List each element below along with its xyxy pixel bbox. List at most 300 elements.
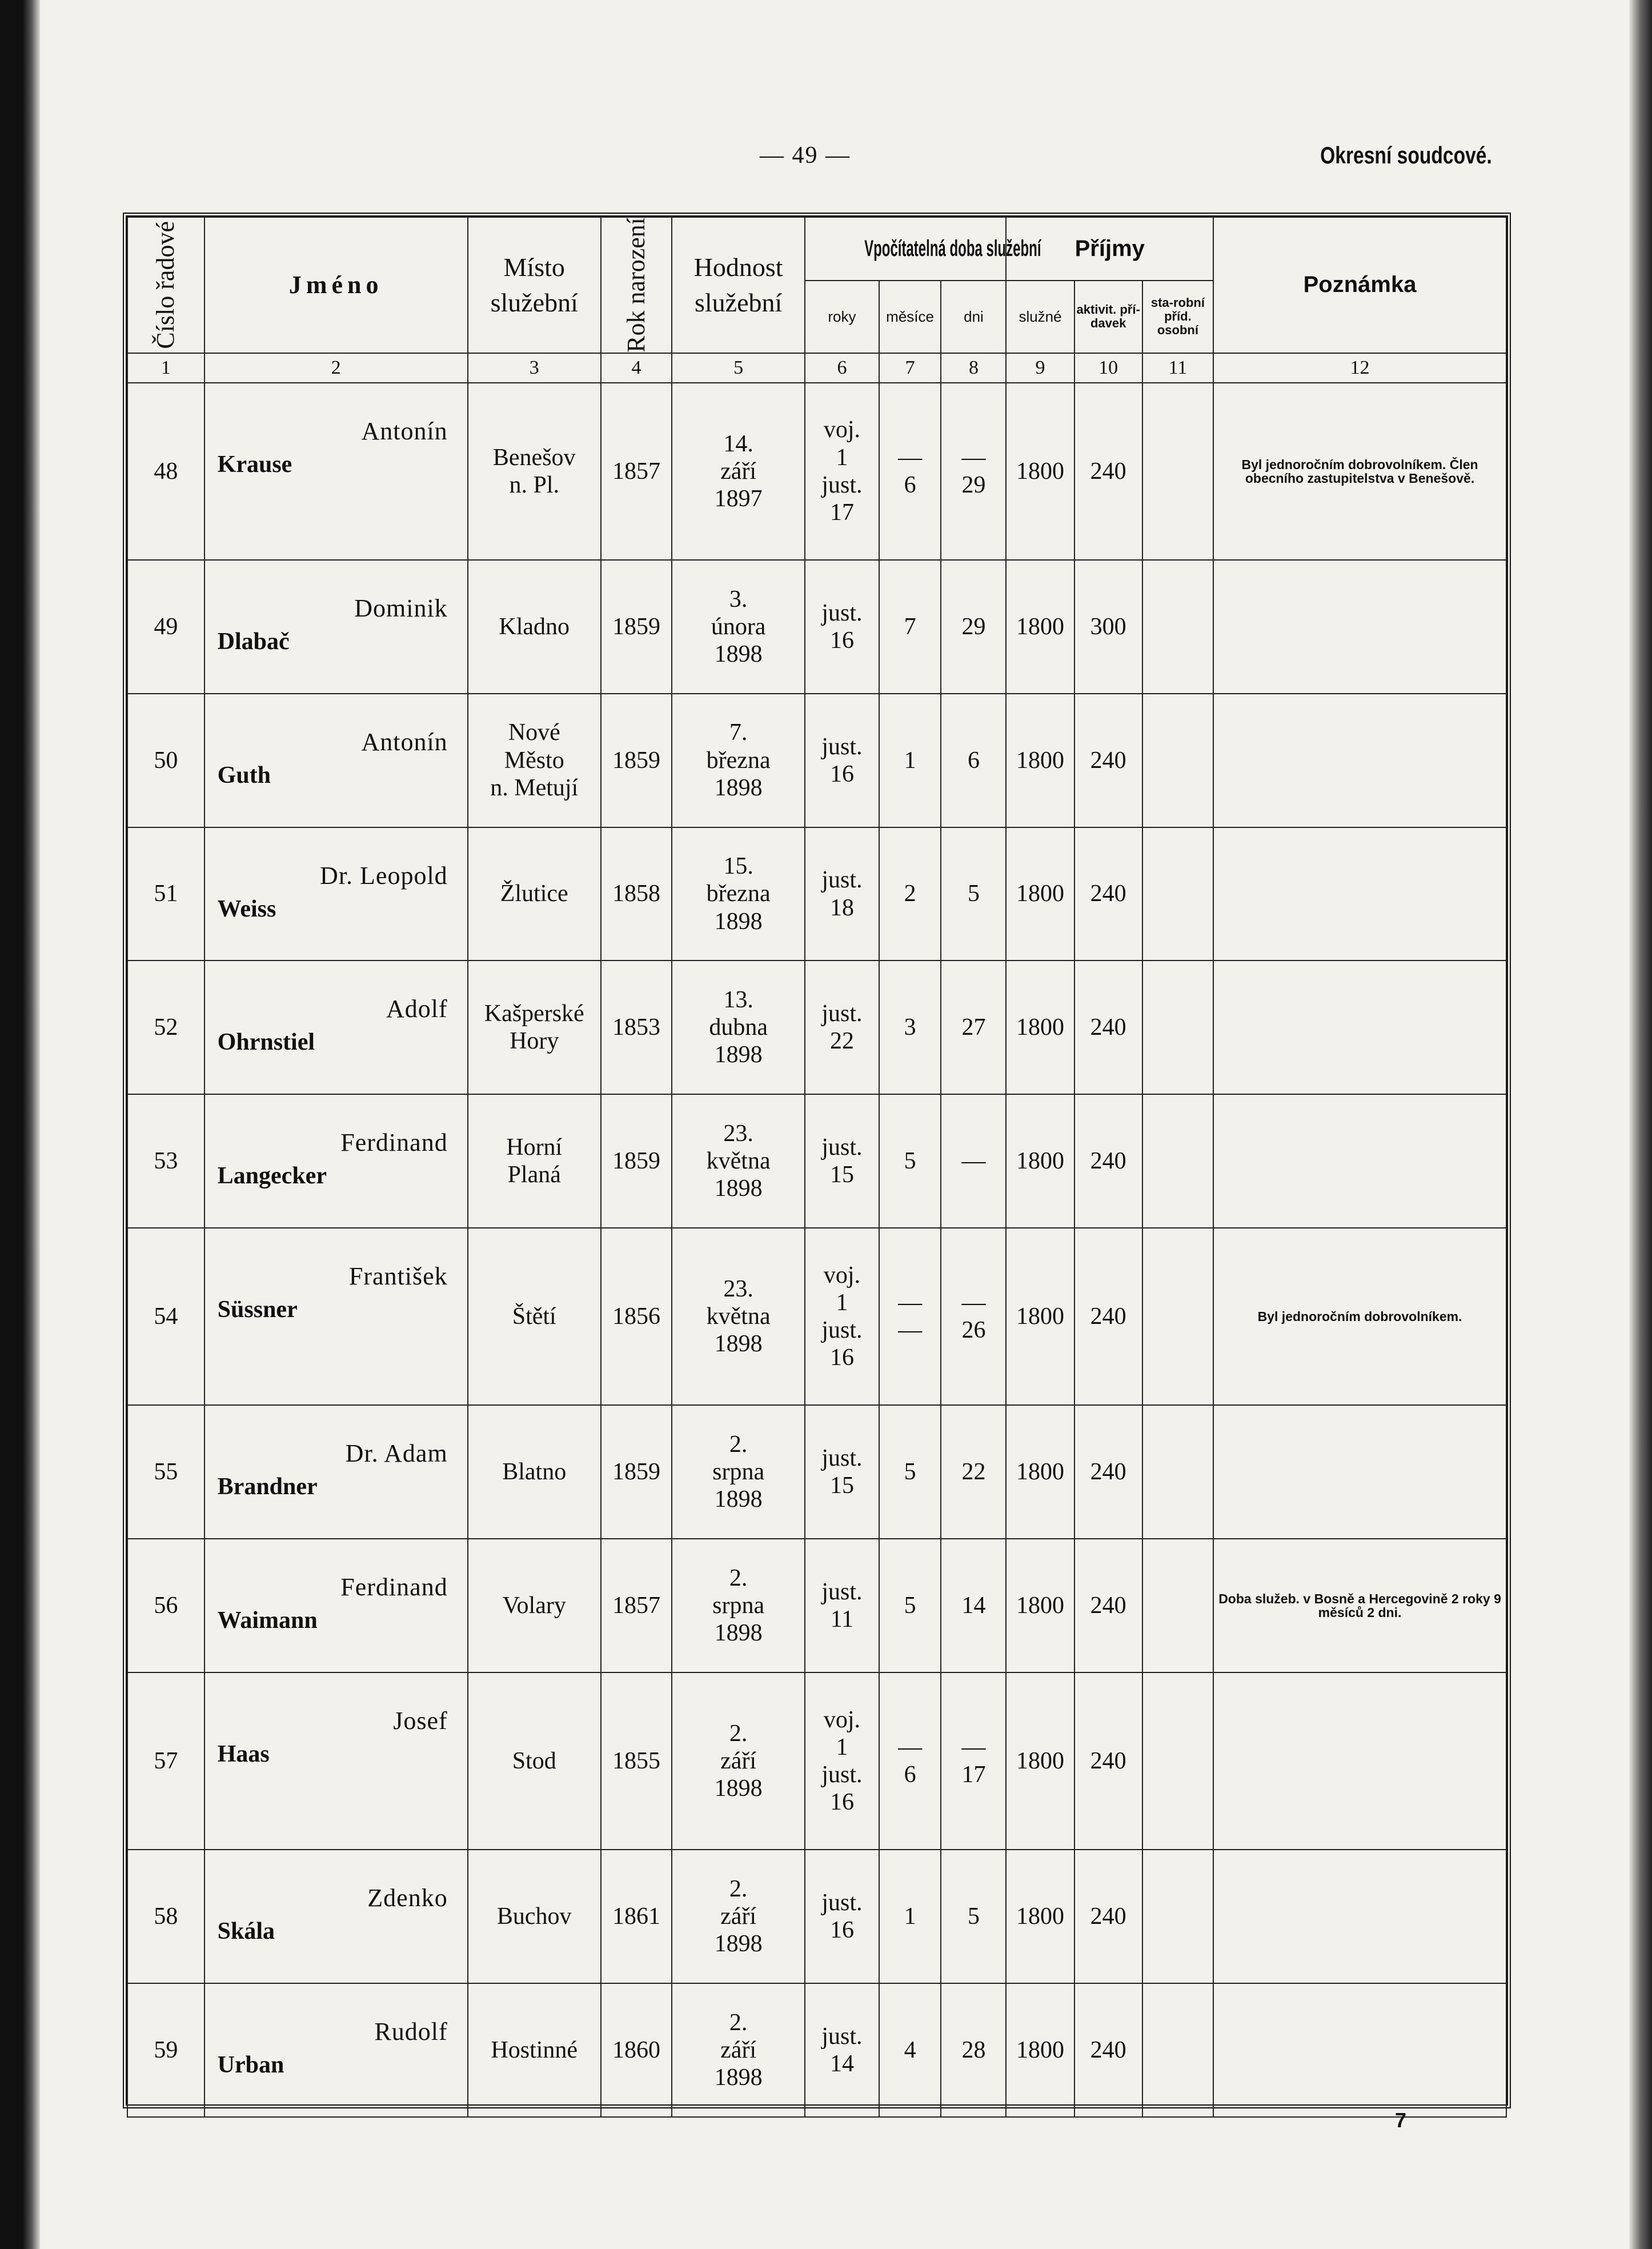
service-place bbox=[468, 1228, 601, 1406]
service-days bbox=[941, 1539, 1006, 1672]
scan-edge-right bbox=[1629, 0, 1652, 2249]
service-months bbox=[879, 1850, 941, 1983]
seniority-allowance bbox=[1142, 1539, 1213, 1672]
birth-year: 1860 bbox=[601, 1983, 672, 2117]
service-place bbox=[468, 383, 601, 561]
service-days bbox=[941, 1850, 1006, 1983]
birth-year: 1857 bbox=[601, 1539, 672, 1672]
service-years-line: 16 bbox=[829, 1789, 854, 1816]
rank-date-line: května bbox=[706, 1303, 771, 1330]
column-number: 12 bbox=[1213, 353, 1506, 383]
service-days-line: 14 bbox=[961, 1592, 986, 1619]
person-name bbox=[205, 1228, 468, 1406]
service-years bbox=[805, 560, 879, 694]
surname: Süssner bbox=[217, 1296, 298, 1323]
service-days bbox=[941, 961, 1006, 1094]
service-months bbox=[879, 1405, 941, 1539]
header-rok: Rok narození bbox=[601, 217, 672, 353]
service-years-line: just. bbox=[821, 1134, 863, 1160]
person-name bbox=[205, 1672, 468, 1850]
row-number: 48 bbox=[127, 383, 205, 561]
header-jmeno: Jméno bbox=[205, 217, 468, 353]
rank-date-line: května bbox=[706, 1147, 771, 1174]
seniority-allowance bbox=[1142, 383, 1213, 561]
person-name bbox=[205, 1405, 468, 1539]
person-name bbox=[205, 1850, 468, 1983]
column-number: 5 bbox=[672, 353, 805, 383]
service-days-line: 28 bbox=[961, 2036, 986, 2063]
service-days bbox=[941, 1405, 1006, 1539]
table-row bbox=[127, 383, 1506, 561]
service-months-line: 2 bbox=[904, 881, 916, 907]
rank-date-line: 1898 bbox=[714, 775, 763, 802]
surname: Dlabač bbox=[217, 629, 290, 655]
service-days bbox=[941, 827, 1006, 961]
row-number: 59 bbox=[127, 1983, 205, 2117]
activity-allowance: 240 bbox=[1074, 383, 1142, 561]
column-number: 11 bbox=[1142, 353, 1213, 383]
remark: Doba služeb. v Bosně a Hercegovině 2 roky 9 měsíců 2 dni. bbox=[1213, 1539, 1506, 1672]
service-years-line: 16 bbox=[829, 627, 854, 654]
service-years bbox=[805, 1094, 879, 1228]
rank-date-line: 23. bbox=[723, 1120, 753, 1147]
service-months-line: — bbox=[898, 1289, 923, 1316]
birth-year: 1858 bbox=[601, 827, 672, 961]
service-months-line: 4 bbox=[904, 2036, 916, 2063]
service-days bbox=[941, 1228, 1006, 1406]
service-place-line: Nové bbox=[508, 719, 560, 746]
service-place-line: Hory bbox=[510, 1028, 559, 1055]
service-years-line: 17 bbox=[829, 499, 854, 526]
service-days-line: 6 bbox=[967, 747, 980, 774]
row-number: 50 bbox=[127, 694, 205, 827]
service-years-line: just. bbox=[821, 1001, 863, 1027]
surname: Urban bbox=[217, 2052, 284, 2079]
activity-allowance: 240 bbox=[1074, 1539, 1142, 1672]
service-months-line: 7 bbox=[904, 614, 916, 641]
rank-date-line: 2. bbox=[729, 1720, 748, 1747]
given-name: Dominik bbox=[354, 594, 448, 623]
remark bbox=[1213, 827, 1506, 961]
table-row bbox=[127, 694, 1506, 827]
given-name: Antonín bbox=[361, 417, 448, 445]
table-row bbox=[127, 1405, 1506, 1539]
rank-date-line: 13. bbox=[723, 986, 753, 1013]
service-years-line: just. bbox=[821, 867, 863, 894]
service-place-line: Kladno bbox=[499, 614, 570, 641]
service-place-line: n. Pl. bbox=[509, 472, 559, 499]
service-months bbox=[879, 383, 941, 561]
rank-date-line: 1898 bbox=[714, 1775, 763, 1802]
service-years bbox=[805, 1983, 879, 2117]
service-years-line: 1 bbox=[836, 444, 848, 471]
remark: Byl jednoročním dobrovolníkem. Člen obecního zastupitelstva v Benešově. bbox=[1213, 383, 1506, 561]
rank-date bbox=[672, 1539, 805, 1672]
service-days-line: — bbox=[961, 1147, 986, 1174]
given-name: Adolf bbox=[386, 995, 448, 1023]
service-place-line: Žlutice bbox=[500, 881, 568, 907]
rank-date-line: 1898 bbox=[714, 1042, 763, 1069]
service-years-line: 16 bbox=[829, 1917, 854, 1944]
rank-date bbox=[672, 1672, 805, 1850]
header-mesice: měsíce bbox=[879, 281, 941, 353]
person-name bbox=[205, 1094, 468, 1228]
rank-date bbox=[672, 1850, 805, 1983]
activity-allowance: 240 bbox=[1074, 1094, 1142, 1228]
person-name bbox=[205, 560, 468, 694]
row-number: 57 bbox=[127, 1672, 205, 1850]
service-years bbox=[805, 1228, 879, 1406]
service-place bbox=[468, 1405, 601, 1539]
rank-date bbox=[672, 827, 805, 961]
rank-date-line: srpna bbox=[712, 1459, 765, 1486]
surname: Brandner bbox=[217, 1474, 318, 1500]
seniority-allowance bbox=[1142, 560, 1213, 694]
service-years-line: voj. bbox=[823, 1262, 861, 1288]
service-place-line: Planá bbox=[507, 1162, 561, 1188]
remark bbox=[1213, 1983, 1506, 2117]
service-years-line: 22 bbox=[829, 1028, 854, 1055]
service-days bbox=[941, 560, 1006, 694]
person-name bbox=[205, 827, 468, 961]
row-number: 51 bbox=[127, 827, 205, 961]
service-years-line: just. bbox=[821, 1762, 863, 1788]
service-days-line: 29 bbox=[961, 472, 986, 499]
given-name: Zdenko bbox=[367, 1884, 448, 1912]
header-prijmy: Příjmy bbox=[1006, 217, 1213, 281]
salary: 1800 bbox=[1006, 694, 1074, 827]
service-place bbox=[468, 961, 601, 1094]
rank-date-line: 3. bbox=[729, 586, 748, 613]
column-number: 10 bbox=[1074, 353, 1142, 383]
service-months-line: 6 bbox=[904, 472, 916, 499]
remark bbox=[1213, 560, 1506, 694]
row-number: 55 bbox=[127, 1405, 205, 1539]
service-days-line: — bbox=[961, 1734, 986, 1760]
given-name: Dr. Leopold bbox=[320, 861, 448, 890]
service-days-line: 27 bbox=[961, 1014, 986, 1041]
service-months bbox=[879, 1228, 941, 1406]
rank-date-line: září bbox=[720, 2036, 757, 2063]
person-name bbox=[205, 383, 468, 561]
service-years bbox=[805, 827, 879, 961]
service-place-line: Benešov bbox=[492, 444, 576, 471]
birth-year: 1859 bbox=[601, 694, 672, 827]
ledger-table-frame bbox=[123, 213, 1511, 2108]
service-days-line: 29 bbox=[961, 614, 986, 641]
remark bbox=[1213, 1094, 1506, 1228]
service-years-line: just. bbox=[821, 472, 863, 499]
service-months-line: — bbox=[898, 1317, 923, 1344]
scan-edge-left bbox=[0, 0, 40, 2249]
service-days-line: 5 bbox=[967, 1903, 980, 1930]
service-place-line: Buchov bbox=[496, 1903, 572, 1930]
given-name: Josef bbox=[393, 1706, 448, 1735]
remark bbox=[1213, 694, 1506, 827]
person-name bbox=[205, 1983, 468, 2117]
rank-date-line: dubna bbox=[709, 1014, 768, 1041]
service-place-line: Blatno bbox=[502, 1459, 567, 1486]
section-title: Okresní soudcové. bbox=[1320, 142, 1492, 169]
birth-year: 1856 bbox=[601, 1228, 672, 1406]
column-number: 7 bbox=[879, 353, 941, 383]
service-days-line: 26 bbox=[961, 1317, 986, 1344]
row-number: 54 bbox=[127, 1228, 205, 1406]
service-place bbox=[468, 1539, 601, 1672]
service-months bbox=[879, 694, 941, 827]
rank-date bbox=[672, 1094, 805, 1228]
service-years bbox=[805, 1850, 879, 1983]
service-years-line: just. bbox=[821, 1889, 863, 1916]
rank-date-line: března bbox=[706, 747, 771, 774]
rank-date-line: 2. bbox=[729, 2009, 748, 2036]
service-years bbox=[805, 694, 879, 827]
given-name: Ferdinand bbox=[340, 1573, 448, 1602]
service-months-line: 5 bbox=[904, 1592, 916, 1619]
seniority-allowance bbox=[1142, 827, 1213, 961]
header-roky: roky bbox=[805, 281, 879, 353]
service-months-line: 3 bbox=[904, 1014, 916, 1041]
footer-number: 7 bbox=[1395, 2108, 1407, 2132]
service-months bbox=[879, 1094, 941, 1228]
birth-year: 1861 bbox=[601, 1850, 672, 1983]
activity-allowance: 240 bbox=[1074, 1983, 1142, 2117]
row-number: 53 bbox=[127, 1094, 205, 1228]
header-dni: dni bbox=[941, 281, 1006, 353]
row-number: 52 bbox=[127, 961, 205, 1094]
service-years-line: 15 bbox=[829, 1162, 854, 1188]
service-years-line: 14 bbox=[829, 2050, 854, 2077]
table-row bbox=[127, 1228, 1506, 1406]
given-name: Rudolf bbox=[374, 2018, 448, 2046]
rank-date bbox=[672, 560, 805, 694]
rank-date-line: září bbox=[720, 1903, 757, 1930]
service-years-line: 16 bbox=[829, 1344, 854, 1371]
service-months-line: 5 bbox=[904, 1147, 916, 1174]
remark bbox=[1213, 1672, 1506, 1850]
service-place-line: Stod bbox=[512, 1747, 556, 1774]
activity-allowance: 240 bbox=[1074, 961, 1142, 1094]
surname: Skála bbox=[217, 1918, 275, 1945]
service-days bbox=[941, 383, 1006, 561]
service-months bbox=[879, 1539, 941, 1672]
service-place-line: Hostinné bbox=[491, 2036, 578, 2063]
rank-date-line: 1898 bbox=[714, 1931, 763, 1958]
service-years bbox=[805, 1539, 879, 1672]
given-name: Ferdinand bbox=[340, 1128, 448, 1157]
service-days bbox=[941, 1983, 1006, 2117]
service-months-line: 5 bbox=[904, 1459, 916, 1486]
salary: 1800 bbox=[1006, 1983, 1074, 2117]
table-row bbox=[127, 1983, 1506, 2117]
given-name: Antonín bbox=[361, 728, 448, 757]
salary: 1800 bbox=[1006, 1672, 1074, 1850]
service-months bbox=[879, 1672, 941, 1850]
rank-date-line: 1898 bbox=[714, 2064, 763, 2091]
salary: 1800 bbox=[1006, 961, 1074, 1094]
activity-allowance: 240 bbox=[1074, 1228, 1142, 1406]
surname: Haas bbox=[217, 1740, 270, 1767]
birth-year: 1859 bbox=[601, 1405, 672, 1539]
salary: 1800 bbox=[1006, 827, 1074, 961]
service-years bbox=[805, 383, 879, 561]
remark bbox=[1213, 1405, 1506, 1539]
header-misto: Místo služební bbox=[468, 217, 601, 353]
given-name: Dr. Adam bbox=[345, 1439, 448, 1468]
service-place bbox=[468, 1850, 601, 1983]
column-number: 4 bbox=[601, 353, 672, 383]
remark bbox=[1213, 961, 1506, 1094]
service-place bbox=[468, 1672, 601, 1850]
salary: 1800 bbox=[1006, 1539, 1074, 1672]
service-days bbox=[941, 694, 1006, 827]
seniority-allowance bbox=[1142, 1850, 1213, 1983]
birth-year: 1857 bbox=[601, 383, 672, 561]
row-number: 58 bbox=[127, 1850, 205, 1983]
service-months-line: — bbox=[898, 444, 923, 471]
page-number: — 49 — bbox=[760, 142, 851, 169]
ledger-table bbox=[127, 217, 1507, 2118]
rank-date-line: 15. bbox=[723, 853, 753, 880]
service-place-line: Volary bbox=[502, 1592, 566, 1619]
rank-date-line: 23. bbox=[723, 1275, 753, 1302]
service-months bbox=[879, 827, 941, 961]
service-months-line: 1 bbox=[904, 747, 916, 774]
service-years-line: just. bbox=[821, 599, 863, 626]
service-years-line: 18 bbox=[829, 894, 854, 921]
seniority-allowance bbox=[1142, 961, 1213, 1094]
remark: Byl jednoročním dobrovolníkem. bbox=[1213, 1228, 1506, 1406]
service-days-line: — bbox=[961, 444, 986, 471]
service-place-line: Horní bbox=[506, 1134, 563, 1160]
rank-date-line: září bbox=[720, 1747, 757, 1774]
table-row bbox=[127, 560, 1506, 694]
service-place bbox=[468, 827, 601, 961]
service-place-line: Město bbox=[504, 747, 564, 774]
table-row bbox=[127, 1094, 1506, 1228]
rank-date-line: 1898 bbox=[714, 1620, 763, 1647]
service-years-line: voj. bbox=[823, 1706, 861, 1733]
service-years-line: 1 bbox=[836, 1289, 848, 1316]
row-number: 56 bbox=[127, 1539, 205, 1672]
rank-date-line: 2. bbox=[729, 1875, 748, 1902]
header-poznamka: Poznámka bbox=[1213, 217, 1506, 353]
service-place bbox=[468, 694, 601, 827]
birth-year: 1855 bbox=[601, 1672, 672, 1850]
surname: Weiss bbox=[217, 895, 276, 922]
salary: 1800 bbox=[1006, 1094, 1074, 1228]
service-years-line: 15 bbox=[829, 1472, 854, 1499]
service-place-line: n. Metují bbox=[490, 775, 579, 802]
rank-date-line: 1898 bbox=[714, 908, 763, 935]
seniority-allowance bbox=[1142, 1405, 1213, 1539]
column-number: 8 bbox=[941, 353, 1006, 383]
table-row bbox=[127, 1672, 1506, 1850]
rank-date-line: března bbox=[706, 881, 771, 907]
service-days bbox=[941, 1672, 1006, 1850]
header-starobni: sta-robní příd. osobní bbox=[1142, 281, 1213, 353]
surname: Ohrnstiel bbox=[217, 1029, 315, 1056]
seniority-allowance bbox=[1142, 694, 1213, 827]
service-years-line: 11 bbox=[830, 1606, 854, 1632]
table-row bbox=[127, 827, 1506, 961]
salary: 1800 bbox=[1006, 1850, 1074, 1983]
service-years bbox=[805, 1405, 879, 1539]
salary: 1800 bbox=[1006, 1228, 1074, 1406]
rank-date bbox=[672, 1228, 805, 1406]
remark bbox=[1213, 1850, 1506, 1983]
service-place bbox=[468, 560, 601, 694]
rank-date-line: února bbox=[711, 614, 766, 641]
seniority-allowance bbox=[1142, 1094, 1213, 1228]
person-name bbox=[205, 1539, 468, 1672]
column-number: 1 bbox=[127, 353, 205, 383]
row-number: 49 bbox=[127, 560, 205, 694]
table-row bbox=[127, 961, 1506, 1094]
salary: 1800 bbox=[1006, 560, 1074, 694]
table-row bbox=[127, 1539, 1506, 1672]
surname: Krause bbox=[217, 451, 292, 478]
salary: 1800 bbox=[1006, 1405, 1074, 1539]
surname: Langecker bbox=[217, 1163, 327, 1190]
rank-date-line: září bbox=[720, 458, 757, 485]
service-months-line: 6 bbox=[904, 1762, 916, 1788]
seniority-allowance bbox=[1142, 1983, 1213, 2117]
service-place-line: Kašperské bbox=[484, 1001, 584, 1027]
column-number-row bbox=[127, 353, 1506, 383]
seniority-allowance bbox=[1142, 1672, 1213, 1850]
rank-date-line: 1897 bbox=[714, 486, 763, 513]
surname: Waimann bbox=[217, 1607, 318, 1634]
activity-allowance: 240 bbox=[1074, 1405, 1142, 1539]
service-months bbox=[879, 961, 941, 1094]
service-days-line: 22 bbox=[961, 1459, 986, 1486]
service-years bbox=[805, 1672, 879, 1850]
service-years-line: 1 bbox=[836, 1734, 848, 1760]
service-years-line: just. bbox=[821, 1317, 863, 1344]
header-doba: Vpočítatelná doba služební bbox=[805, 217, 1006, 281]
rank-date-line: 7. bbox=[729, 719, 748, 746]
service-months bbox=[879, 560, 941, 694]
service-years-line: voj. bbox=[823, 417, 861, 443]
service-months-line: 1 bbox=[904, 1903, 916, 1930]
service-years-line: just. bbox=[821, 1578, 863, 1605]
service-days-line: 5 bbox=[967, 881, 980, 907]
rank-date bbox=[672, 1405, 805, 1539]
service-months bbox=[879, 1983, 941, 2117]
header-sluzne: služné bbox=[1006, 281, 1074, 353]
rank-date bbox=[672, 383, 805, 561]
person-name bbox=[205, 694, 468, 827]
birth-year: 1853 bbox=[601, 961, 672, 1094]
seniority-allowance bbox=[1142, 1228, 1213, 1406]
header-cislo: Číslo řadové bbox=[127, 217, 205, 353]
birth-year: 1859 bbox=[601, 1094, 672, 1228]
rank-date bbox=[672, 961, 805, 1094]
column-number: 6 bbox=[805, 353, 879, 383]
activity-allowance: 300 bbox=[1074, 560, 1142, 694]
service-days-line: 17 bbox=[961, 1762, 986, 1788]
rank-date-line: 2. bbox=[729, 1564, 748, 1591]
birth-year: 1859 bbox=[601, 560, 672, 694]
activity-allowance: 240 bbox=[1074, 694, 1142, 827]
salary: 1800 bbox=[1006, 383, 1074, 561]
service-days-line: — bbox=[961, 1289, 986, 1316]
activity-allowance: 240 bbox=[1074, 1850, 1142, 1983]
table-row bbox=[127, 1850, 1506, 1983]
service-years bbox=[805, 961, 879, 1094]
rank-date-line: srpna bbox=[712, 1592, 765, 1619]
